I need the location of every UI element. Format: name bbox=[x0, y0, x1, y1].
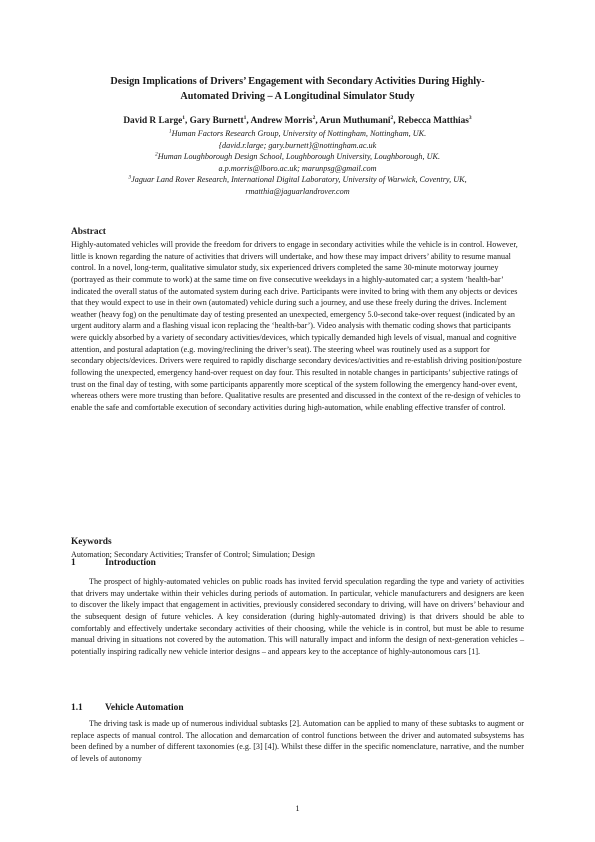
author: Rebecca Matthias$^3$ bbox=[397, 114, 472, 126]
abstract-heading: Abstract bbox=[71, 227, 106, 237]
title-line-2: Automated Driving – A Longitudinal Simulator Study bbox=[180, 91, 415, 102]
vehicle-automation-body: The driving task is made up of numerous individual subtasks [2]. Automation can be applied to many of these subtasks to augment or replace aspects of manual control. The allocation and demarcation of control functions between the driver and automated subsystems has been defined by a number of different taxonomies (e.g. [3] [4]). Whilst these differ in the specific nomenclature, narrative, and the number of levels of autonomy bbox=[71, 719, 524, 763]
introduction-body: The prospect of highly-automated vehicles on public roads has invited fervid speculation regarding the type and variety of activities that drivers may undertake within their vehicles during periods of automation. In particular, vehicle manufacturers and designers are keen to discover the likely impact that engagement in activities, previously considered secondary to driving, will have on drivers’ behaviour and the subsequent design of future vehicles. A key consideration (during highly-automated driving) is that drivers should be able to comfortably and effectively undertake secondary activities of their choosing, while the vehicle is in control, but must be able to resume manual driving in situations not covered by the automation. This will naturally impact and inform the design of next-generation vehicles – potentially inspiring radically new vehicle interior designs – and appears key to the acceptance of highly-autonomous cars [1]. bbox=[71, 577, 524, 656]
paper-title bbox=[80, 74, 515, 104]
author: David R Large$^1$ bbox=[123, 114, 185, 126]
author: Arun Muthumani$^2$ bbox=[319, 114, 394, 126]
affiliation-email: {david.r.large; gary.burnett}@nottingham.ac.uk bbox=[218, 140, 377, 150]
author: Andrew Morris$^2$ bbox=[250, 114, 316, 126]
keywords-heading: Keywords bbox=[71, 537, 112, 547]
section-title: Vehicle Automation bbox=[105, 703, 184, 713]
author-list: David R Large$^1$, Gary Burnett$^1$, Andrew Morris$^2$, Arun Muthumani$^2$, Rebecca Matthias$^3$ bbox=[123, 114, 472, 126]
affiliation-list bbox=[60, 128, 535, 198]
section-title: Introduction bbox=[105, 558, 156, 568]
affiliation-line: $^3$Jaguar Land Rover Research, International Digital Laboratory, University of Warwick, Coventry, UK, bbox=[128, 174, 467, 185]
affiliation-email: a.p.morris@lboro.ac.uk; marunpsg@gmail.com bbox=[218, 163, 377, 173]
section-heading-introduction bbox=[71, 557, 156, 569]
title-line-1: Design Implications of Drivers’ Engagement with Secondary Activities During Highly- bbox=[110, 76, 485, 87]
affiliation-line: $^2$Human Loughborough Design School, Loughborough University, Loughborough, UK. bbox=[155, 151, 440, 162]
section-heading-vehicle-automation bbox=[71, 702, 184, 714]
section-number: 1 bbox=[71, 558, 76, 568]
section-number: 1.1 bbox=[71, 703, 83, 713]
affiliation-line: $^1$Human Factors Research Group, University of Nottingham, Nottingham, UK. bbox=[168, 128, 427, 138]
page-number: 1 bbox=[295, 803, 300, 813]
affiliation-email: rmatthia@jaguarlandrover.com bbox=[245, 186, 350, 196]
author: Gary Burnett$^1$ bbox=[189, 114, 247, 126]
abstract-body: Highly-automated vehicles will provide the freedom for drivers to engage in secondary activities while the vehicle is in control. However, little is known regarding the nature of activities that drivers will undertake, and how these may impact drivers’ ability to resume manual control. In a novel, long-term, qualitative simulator study, six experienced drivers completed the same 30-minute motorway journey (portrayed as their commute to work) at the same time on five consecutive weekdays in a highly-automated car; a system ‘health-bar’ indicated the overall status of the automated system during each drive. Participants were invited to bring with them any objects or devices that they would expect to use in their own (automated) vehicle during such a journey, and use these freely during the drives. Inclement weather (heavy fog) on the penultimate day of testing presented an unexpected, emergency 5.0-second take-over request (indicated by an urgent auditory alarm and a flashing visual icon replacing the ‘health-bar’). Video analysis with thematic coding shows that participants were quickly absorbed by a variety of secondary activities/devices, which typically demanded high levels of visual, manual and cognitive attention, and postural adaptation (e.g. moving/reclining the driver’s seat). The steering wheel was routinely used as a support for secondary objects/devices. Drivers were required to rapidly discharge secondary devices/activities and re-establish driving position/posture following the unexpected, emergency hand-over request on day four. This resulted in notable changes in participants’ subjective ratings of trust on the final day of testing, with some participants apparently more sceptical of the system following the emergency hand-over event, whereas others were more trusting than before. Qualitative results are presented and discussed in the context of the re-design of vehicles to enable the safe and comfortable execution of secondary activities during high-automation, while enabling effective transfer of control. bbox=[71, 240, 522, 412]
keywords-body: Automation; Secondary Activities; Transfer of Control; Simulation; Design bbox=[71, 550, 315, 559]
